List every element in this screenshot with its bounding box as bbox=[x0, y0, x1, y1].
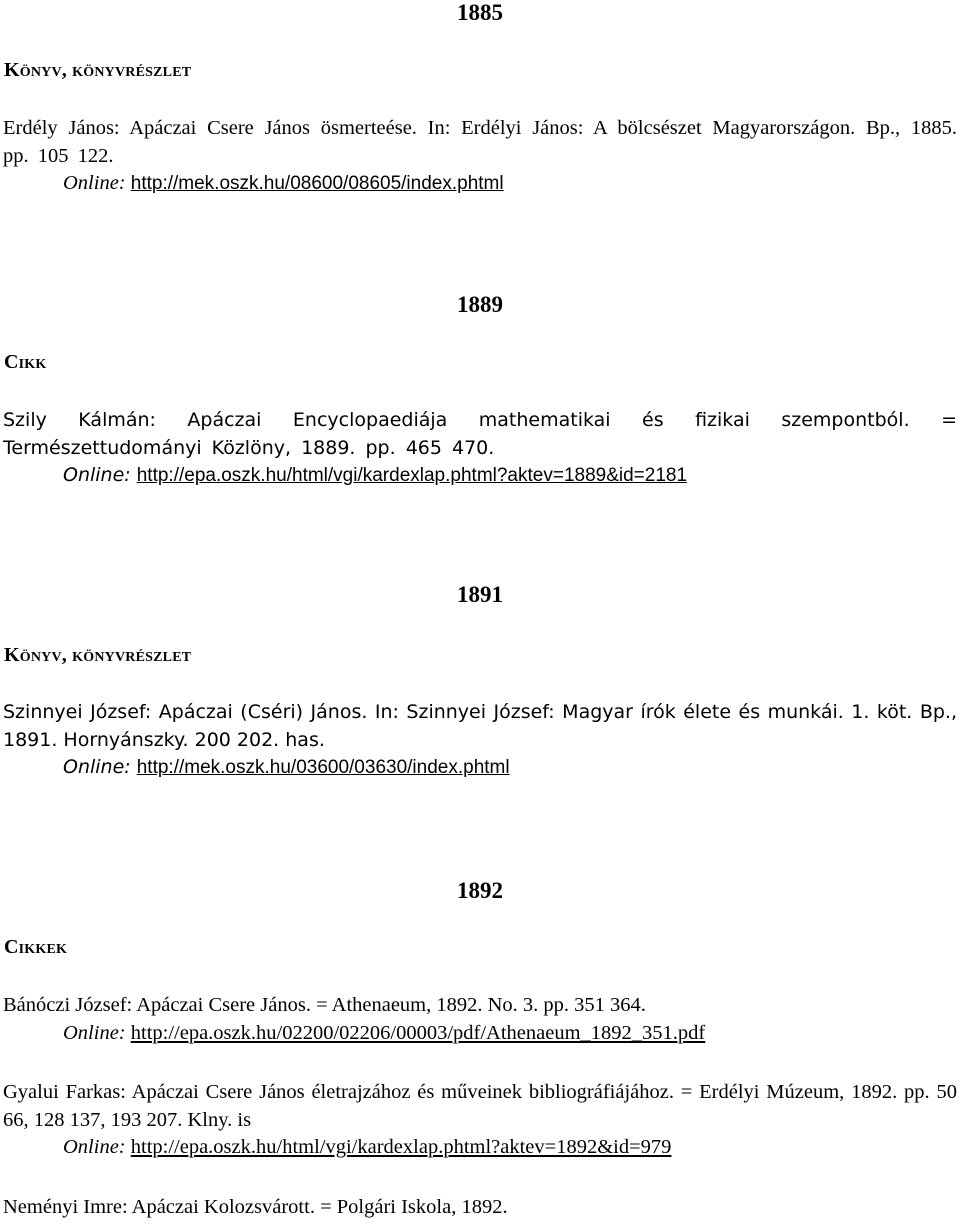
entry-online-line bbox=[63, 1020, 957, 1048]
entry-citation: Szily Kálmán: Apáczai Encyclopaediája mathematikai és fizikai szempontból. = Természettudományi Közlöny, 1889. pp. 465 470. bbox=[3, 409, 957, 459]
entry-url-link[interactable]: http://epa.oszk.hu/html/vgi/kardexlap.phtml?aktev=1889&id=2181 bbox=[136, 465, 688, 486]
entry-citation: Erdély János: Apáczai Csere János ösmerteése. In: Erdélyi János: A bölcsészet Magyarországon. Bp., 1885. pp. 105 122. bbox=[3, 117, 957, 167]
entry-url-link[interactable]: http://mek.oszk.hu/08600/08605/index.phtml bbox=[130, 173, 504, 194]
section-heading-book: Könyv, könyvrészlet bbox=[4, 59, 192, 81]
entry-online-line bbox=[63, 462, 957, 490]
entry-url-link[interactable]: http://epa.oszk.hu/html/vgi/kardexlap.phtml?aktev=1892&id=979 bbox=[130, 1136, 672, 1158]
year-heading-1891: 1891 bbox=[457, 582, 503, 607]
online-label: Online: bbox=[63, 172, 126, 194]
entry-url-link[interactable]: http://mek.oszk.hu/03600/03630/index.phtml bbox=[136, 757, 510, 778]
bibliography-entry bbox=[3, 115, 957, 198]
section-heading-articles: Cikkek bbox=[4, 936, 68, 958]
year-heading-1885: 1885 bbox=[457, 0, 503, 25]
online-label: Online: bbox=[63, 756, 131, 778]
bibliography-entry bbox=[3, 699, 957, 782]
entry-url-link[interactable]: http://epa.oszk.hu/02200/02206/00003/pdf/Athenaeum_1892_351.pdf bbox=[130, 1021, 706, 1044]
bibliography-entry bbox=[3, 992, 957, 1047]
entry-online-line bbox=[63, 1134, 957, 1162]
bibliography-entry bbox=[3, 1079, 957, 1162]
entry-citation: Szinnyei József: Apáczai (Cséri) János. In: Szinnyei József: Magyar írók élete és munkái. 1. köt. Bp., 1891. Hornyánszky. 200 202. has. bbox=[3, 701, 957, 751]
entry-citation: Gyalui Farkas: Apáczai Csere János életrajzához és műveinek bibliográfiájához. = Erdélyi Múzeum, 1892. pp. 50 66, 128 137, 193 207. Klny. is bbox=[3, 1081, 957, 1131]
entry-citation: Neményi Imre: Apáczai Kolozsvárott. = Polgári Iskola, 1892. bbox=[3, 1196, 508, 1218]
online-label: Online: bbox=[63, 1021, 126, 1044]
section-heading-article: Cikk bbox=[4, 351, 47, 373]
bibliography-entry bbox=[3, 407, 957, 490]
online-label: Online: bbox=[63, 464, 131, 486]
bibliography-entry bbox=[3, 1194, 957, 1222]
online-label: Online: bbox=[63, 1136, 126, 1158]
section-heading-book: Könyv, könyvrészlet bbox=[4, 644, 192, 666]
year-heading-1889: 1889 bbox=[457, 292, 503, 317]
year-heading-1892: 1892 bbox=[457, 878, 503, 903]
entry-online-line bbox=[63, 754, 957, 782]
entry-online-line bbox=[63, 170, 957, 198]
entry-citation: Bánóczi József: Apáczai Csere János. = Athenaeum, 1892. No. 3. pp. 351 364. bbox=[3, 994, 646, 1016]
